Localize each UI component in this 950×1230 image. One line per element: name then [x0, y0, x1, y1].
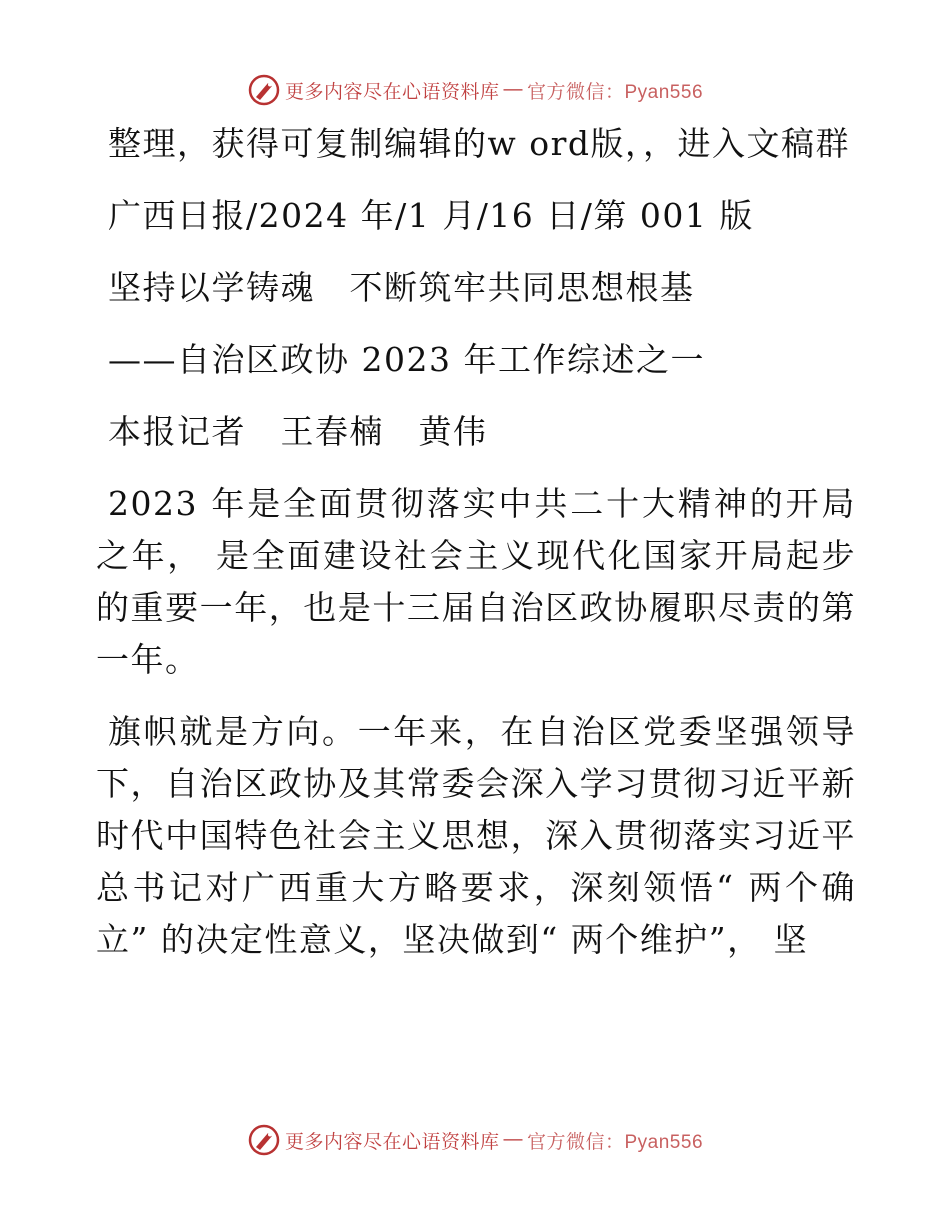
banner-wechat: 官方微信：Pyan556: [527, 81, 704, 103]
banner-tagline: 更多内容尽在心语资料库: [284, 1131, 500, 1153]
pen-nib-logo-icon: [247, 1123, 281, 1157]
body-paragraph: 2023 年是全面贯彻落实中共二十大精神的开局之年， 是全面建设社会主义现代化国家开局起步的重要一年，也是十三届自治区政协履职尽责的第一年。: [96, 484, 856, 679]
source-line: 广西日报/2024 年/1 月/16 日/第 001 版: [108, 196, 754, 235]
pen-nib-logo-icon: [247, 73, 281, 107]
header-watermark-banner: [0, 70, 950, 110]
banner-tagline: 更多内容尽在心语资料库: [284, 81, 500, 103]
footer-watermark-banner: [0, 1120, 950, 1160]
byline: 本报记者 王春楠 黄伟: [108, 412, 488, 451]
article-title: 坚持以学铸魂 不断筑牢共同思想根基: [108, 268, 695, 307]
intro-note: 整理，获得可复制编辑的w ord版，，进入文稿群: [108, 124, 851, 163]
banner-separator: —: [503, 1129, 523, 1150]
banner-separator: —: [503, 79, 523, 100]
body-paragraph: 旗帜就是方向。一年来，在自治区党委坚强领导下，自治区政协及其常委会深入学习贯彻习近平新时代中国特色社会主义思想，深入贯彻落实习近平总书记对广西重大方略要求，深刻领悟“ 两个确立” 的决定性意义，坚决做到“ 两个维护”， 坚: [96, 712, 856, 959]
article-subtitle: ——自治区政协 2023 年工作综述之一: [108, 340, 705, 379]
document-body: [96, 118, 856, 986]
banner-wechat: 官方微信：Pyan556: [527, 1131, 704, 1153]
